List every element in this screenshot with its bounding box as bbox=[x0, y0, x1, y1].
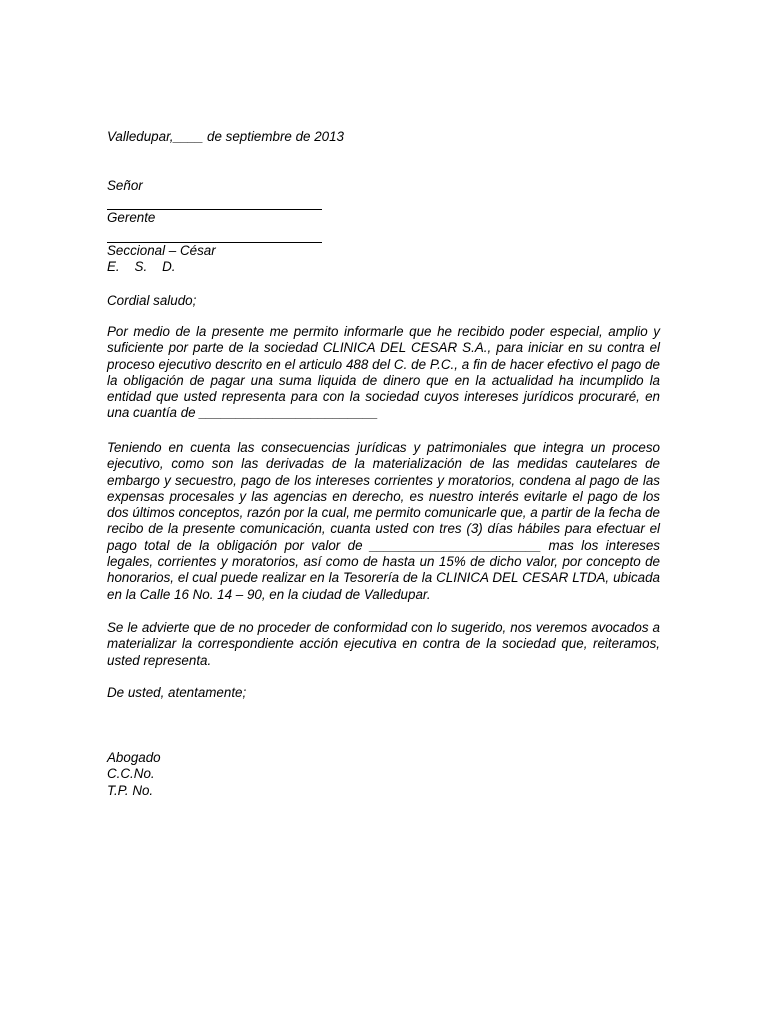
signature-title: Abogado bbox=[107, 750, 161, 765]
addressee-block bbox=[107, 178, 660, 275]
addressee-esd: E. S. D. bbox=[107, 258, 176, 274]
paragraph-2: Teniendo en cuenta las consecuencias jurídicas y patrimoniales que integra un proceso ejecutivo, como son las derivadas de la materialización de las medidas cautelares de embargo y secuestro, pago de los intereses corrientes y moratorios, condena al pago de las expensas procesales y las agencias en derecho, es nuestro interés evitarle el pago de los dos últimos conceptos, razón por la cual, me permito comunicarle que, a partir de la fecha de recibo de la presente comunicación, cuanta usted con tres (3) días hábiles para efectuar el pago total de la obligación por valor de _______________________ mas los intereses legales, corrientes y moratorios, así como de hasta un 15% de dicho valor, por concepto de honorarios, el cual puede realizar en la Tesorería de la CLINICA DEL CESAR LTDA, ubicada en la Calle 16 No. 14 – 90, en la ciudad de Valledupar. bbox=[107, 440, 660, 602]
signature-block bbox=[107, 750, 660, 799]
name-blank-line bbox=[107, 194, 322, 210]
company-blank-line bbox=[107, 227, 322, 243]
greeting bbox=[107, 293, 660, 309]
closing-text: De usted, atentamente; bbox=[107, 685, 247, 700]
addressee-role: Gerente bbox=[107, 210, 156, 226]
salutation-title: Señor bbox=[107, 178, 143, 193]
date-text: Valledupar,____ de septiembre de 2013 bbox=[107, 129, 344, 144]
signature-tp: T.P. No. bbox=[107, 782, 154, 798]
signature-id: C.C.No. bbox=[107, 766, 155, 782]
addressee-office: Seccional – César bbox=[107, 242, 216, 258]
paragraph-3: Se le advierte que de no proceder de conformidad con lo sugerido, nos veremos avocados a materializar la correspondiente acción ejecutiva en contra de la sociedad que, reiteramos, usted representa. bbox=[107, 620, 660, 668]
greeting-text: Cordial saludo; bbox=[107, 293, 197, 308]
date-line bbox=[107, 129, 660, 145]
closing bbox=[107, 685, 660, 701]
paragraph-1: Por medio de la presente me permito informarle que he recibido poder especial, amplio y suficiente por parte de la sociedad CLINICA DEL CESAR S.A., para iniciar en su contra el proceso ejecutivo descrito en el articulo 488 del C. de P.C., a fin de hacer efectivo el pago de la obligación de pagar una suma liquida de dinero que en la actualidad ha incumplido la entidad que usted representa para con la sociedad cuyos intereses jurídicos procuraré, en una cuantía de ________________________ bbox=[107, 324, 660, 421]
